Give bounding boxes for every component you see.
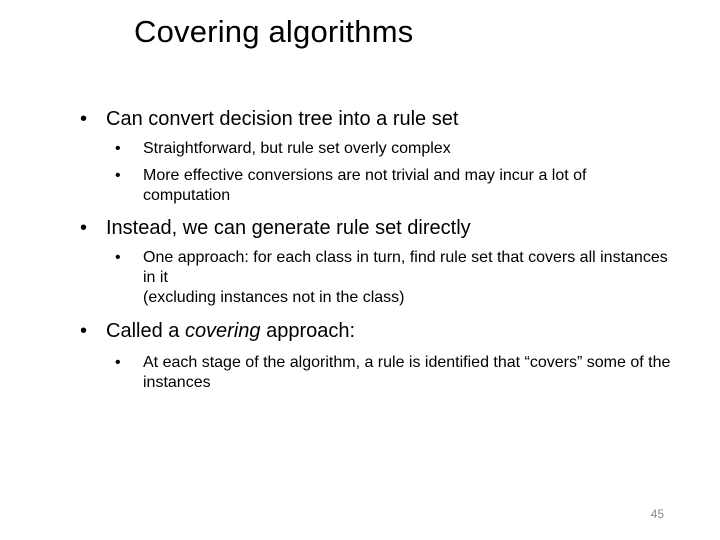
bullet-3-text-before: Called a — [106, 320, 185, 342]
bullet-1-sub-1-text: Straightforward, but rule set overly complex — [143, 140, 451, 157]
bullet-dot: • — [80, 217, 88, 239]
sub-bullet-dot: • — [115, 249, 121, 266]
bullet-1-sub-2-text: More effective conversions are not trivial and may incur a lot of computation — [143, 167, 587, 204]
bullet-2-text: Instead, we can generate rule set directly — [106, 217, 471, 239]
bullet-3-sub-1-text: At each stage of the algorithm, a rule is identified that “covers” some of the instances — [143, 354, 671, 391]
slide-title: Covering algorithms — [134, 14, 414, 49]
bullet-2-sub-1-text: One approach: for each class in turn, find rule set that covers all instances in it (excluding instances not in the class) — [143, 249, 668, 306]
sub-bullet-dot: • — [115, 167, 121, 184]
sub-bullet-dot: • — [115, 354, 121, 371]
sub-bullet-dot: • — [115, 140, 121, 157]
bullet-3-text — [106, 319, 355, 343]
bullet-dot: • — [80, 320, 88, 342]
bullet-3-text-after: approach: — [260, 320, 356, 342]
bullet-1-text: Can convert decision tree into a rule set — [106, 108, 459, 130]
page-number: 45 — [650, 507, 664, 521]
bullet-3-text-italic: covering — [184, 320, 261, 342]
bullet-dot: • — [80, 108, 88, 130]
